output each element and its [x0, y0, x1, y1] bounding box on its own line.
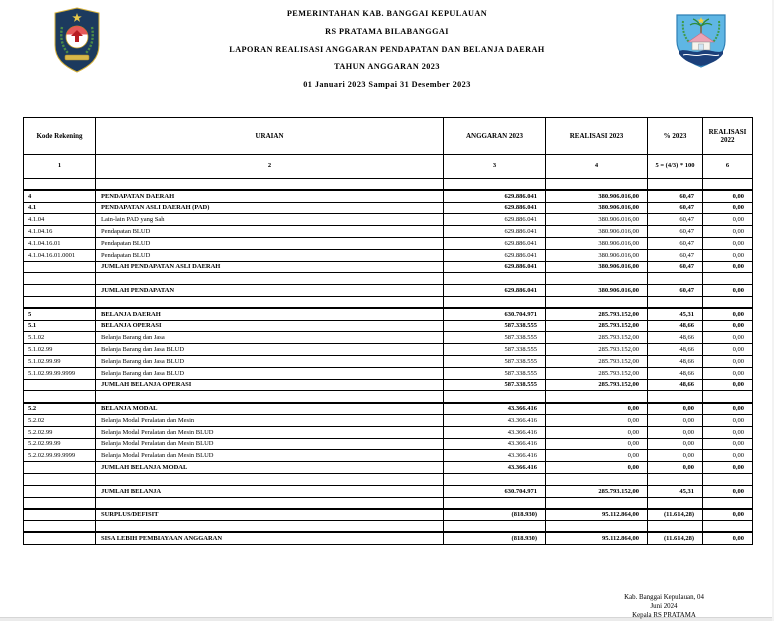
- cell-uraian: Belanja Barang dan Jasa BLUD: [96, 344, 444, 356]
- signature-date-line2: Juni 2024: [650, 602, 678, 610]
- cell-realisasi-2022: 0,00: [703, 237, 753, 249]
- cell-realisasi-2023: [546, 521, 648, 533]
- cell-pct-2023: 60,47: [648, 214, 703, 226]
- table-header: [24, 118, 753, 179]
- cell-kode-rekening: [24, 285, 96, 297]
- cell-pct-2023: 60,47: [648, 190, 703, 202]
- cell-realisasi-2023: 380.906.016,00: [546, 190, 648, 202]
- cell-anggaran-2023: [444, 273, 546, 285]
- cell-anggaran-2023: 43.366.416: [444, 450, 546, 462]
- cell-pct-2023: 48,66: [648, 320, 703, 332]
- cell-realisasi-2022: 0,00: [703, 450, 753, 462]
- cell-uraian: Lain-lain PAD yang Sah: [96, 214, 444, 226]
- cell-uraian: JUMLAH BELANJA: [96, 485, 444, 497]
- cell-uraian: SURPLUS/DEFISIT: [96, 509, 444, 521]
- cell-pct-2023: 45,31: [648, 308, 703, 320]
- cell-realisasi-2022: 0,00: [703, 414, 753, 426]
- cell-pct-2023: 60,47: [648, 249, 703, 261]
- cell-uraian: [96, 179, 444, 191]
- cell-realisasi-2023: 0,00: [546, 462, 648, 474]
- cell-anggaran-2023: 629.886.041: [444, 237, 546, 249]
- col-header-pct-2023: % 2023: [648, 118, 703, 155]
- table-row: [24, 249, 753, 261]
- cell-realisasi-2023: 0,00: [546, 450, 648, 462]
- cell-uraian: [96, 391, 444, 403]
- cell-kode-rekening: [24, 391, 96, 403]
- table-row: [24, 190, 753, 202]
- cell-uraian: JUMLAH BELANJA OPERASI: [96, 379, 444, 391]
- cell-realisasi-2023: 380.906.016,00: [546, 261, 648, 273]
- cell-anggaran-2023: 43.366.416: [444, 462, 546, 474]
- cell-realisasi-2022: 0,00: [703, 214, 753, 226]
- col-header-realisasi-2023: REALISASI 2023: [546, 118, 648, 155]
- cell-pct-2023: 48,66: [648, 355, 703, 367]
- cell-pct-2023: (11.614,28): [648, 509, 703, 521]
- col-number-6: 6: [703, 155, 753, 179]
- cell-kode-rekening: [24, 261, 96, 273]
- table-row: [24, 367, 753, 379]
- cell-kode-rekening: 5.2: [24, 403, 96, 415]
- cell-uraian: PENDAPATAN DAERAH: [96, 190, 444, 202]
- cell-realisasi-2022: 0,00: [703, 285, 753, 297]
- cell-kode-rekening: 5.1.02.99.99: [24, 355, 96, 367]
- cell-anggaran-2023: 629.886.041: [444, 226, 546, 238]
- table-row: [24, 226, 753, 238]
- cell-realisasi-2023: 285.793.152,00: [546, 344, 648, 356]
- cell-uraian: Pendapatan BLUD: [96, 249, 444, 261]
- cell-realisasi-2022: 0,00: [703, 426, 753, 438]
- cell-anggaran-2023: 630.704.971: [444, 308, 546, 320]
- signature-place-date: Kab. Banggai Kepulauan, 04: [624, 594, 704, 601]
- cell-anggaran-2023: 587.338.555: [444, 355, 546, 367]
- cell-anggaran-2023: 587.338.555: [444, 379, 546, 391]
- cell-anggaran-2023: 629.886.041: [444, 249, 546, 261]
- table-row: [24, 426, 753, 438]
- cell-realisasi-2023: 380.906.016,00: [546, 285, 648, 297]
- cell-anggaran-2023: 629.886.041: [444, 285, 546, 297]
- cell-realisasi-2023: 0,00: [546, 438, 648, 450]
- table-row: [24, 450, 753, 462]
- header-line-report-title: LAPORAN REALISASI ANGGARAN PENDAPATAN DAN BELANJA DAERAH: [229, 44, 545, 54]
- table-row: [24, 485, 753, 497]
- cell-pct-2023: 60,47: [648, 226, 703, 238]
- cell-realisasi-2023: 285.793.152,00: [546, 320, 648, 332]
- cell-anggaran-2023: [444, 521, 546, 533]
- table-row: [24, 285, 753, 297]
- cell-realisasi-2022: [703, 521, 753, 533]
- col-number-4: 4: [546, 155, 648, 179]
- cell-pct-2023: 0,00: [648, 426, 703, 438]
- cell-kode-rekening: 5.2.02.99.99.9999: [24, 450, 96, 462]
- cell-pct-2023: 48,66: [648, 367, 703, 379]
- table-row: [24, 403, 753, 415]
- cell-realisasi-2022: 0,00: [703, 202, 753, 214]
- cell-anggaran-2023: [444, 296, 546, 308]
- cell-anggaran-2023: (818.930): [444, 532, 546, 544]
- table-row-blank: [24, 521, 753, 533]
- report-table-body: [24, 179, 753, 545]
- cell-uraian: [96, 296, 444, 308]
- cell-pct-2023: [648, 179, 703, 191]
- cell-pct-2023: [648, 273, 703, 285]
- table-row: [24, 355, 753, 367]
- cell-uraian: Belanja Barang dan Jasa BLUD: [96, 367, 444, 379]
- table-row: [24, 261, 753, 273]
- cell-kode-rekening: 5.1.02.99: [24, 344, 96, 356]
- col-header-uraian: URAIAN: [96, 118, 444, 155]
- cell-kode-rekening: 5.2.02: [24, 414, 96, 426]
- cell-pct-2023: 48,66: [648, 379, 703, 391]
- cell-anggaran-2023: 587.338.555: [444, 367, 546, 379]
- cell-uraian: Pendapatan BLUD: [96, 237, 444, 249]
- cell-realisasi-2023: 95.112.864,00: [546, 509, 648, 521]
- cell-uraian: [96, 473, 444, 485]
- signature-block: [578, 594, 750, 620]
- cell-realisasi-2022: 0,00: [703, 403, 753, 415]
- cell-anggaran-2023: 43.366.416: [444, 403, 546, 415]
- table-row-blank: [24, 273, 753, 285]
- cell-pct-2023: [648, 296, 703, 308]
- cell-pct-2023: 48,66: [648, 344, 703, 356]
- cell-realisasi-2022: 0,00: [703, 532, 753, 544]
- table-row: [24, 414, 753, 426]
- cell-pct-2023: (11.614,28): [648, 532, 703, 544]
- cell-pct-2023: 0,00: [648, 414, 703, 426]
- cell-realisasi-2022: 0,00: [703, 344, 753, 356]
- table-row: [24, 214, 753, 226]
- table-header-number-row: [24, 155, 753, 179]
- cell-anggaran-2023: 629.886.041: [444, 261, 546, 273]
- cell-pct-2023: 60,47: [648, 285, 703, 297]
- cell-realisasi-2023: 0,00: [546, 414, 648, 426]
- cell-anggaran-2023: 587.338.555: [444, 320, 546, 332]
- cell-realisasi-2022: 0,00: [703, 226, 753, 238]
- cell-kode-rekening: [24, 179, 96, 191]
- cell-uraian: BELANJA DAERAH: [96, 308, 444, 320]
- table-row-blank: [24, 473, 753, 485]
- cell-pct-2023: 60,47: [648, 202, 703, 214]
- cell-uraian: Pendapatan BLUD: [96, 226, 444, 238]
- cell-realisasi-2023: 380.906.016,00: [546, 249, 648, 261]
- col-number-3: 3: [444, 155, 546, 179]
- cell-realisasi-2022: 0,00: [703, 438, 753, 450]
- table-row-blank: [24, 391, 753, 403]
- cell-kode-rekening: 4.1: [24, 202, 96, 214]
- cell-realisasi-2022: 0,00: [703, 320, 753, 332]
- col-number-2: 2: [96, 155, 444, 179]
- cell-pct-2023: 48,66: [648, 332, 703, 344]
- cell-realisasi-2023: 380.906.016,00: [546, 237, 648, 249]
- cell-pct-2023: 0,00: [648, 462, 703, 474]
- cell-kode-rekening: [24, 521, 96, 533]
- cell-uraian: Belanja Modal Peralatan dan Mesin BLUD: [96, 450, 444, 462]
- cell-pct-2023: 0,00: [648, 450, 703, 462]
- header-line-government: PEMERINTAHAN KAB. BANGGAI KEPULAUAN: [286, 9, 488, 18]
- cell-kode-rekening: 5.2.02.99.99: [24, 438, 96, 450]
- cell-kode-rekening: 5.1: [24, 320, 96, 332]
- cell-pct-2023: [648, 497, 703, 509]
- cell-anggaran-2023: (818.930): [444, 509, 546, 521]
- cell-kode-rekening: 4.1.04: [24, 214, 96, 226]
- cell-kode-rekening: [24, 296, 96, 308]
- cell-anggaran-2023: 587.338.555: [444, 332, 546, 344]
- table-row: [24, 308, 753, 320]
- cell-uraian: JUMLAH PENDAPATAN ASLI DAERAH: [96, 261, 444, 273]
- cell-realisasi-2022: 0,00: [703, 379, 753, 391]
- cell-anggaran-2023: [444, 497, 546, 509]
- cell-kode-rekening: 5: [24, 308, 96, 320]
- cell-pct-2023: [648, 391, 703, 403]
- cell-kode-rekening: 4: [24, 190, 96, 202]
- signature-title: Kepala RS PRATAMA: [632, 611, 696, 619]
- cell-pct-2023: 0,00: [648, 438, 703, 450]
- cell-realisasi-2023: 285.793.152,00: [546, 379, 648, 391]
- cell-anggaran-2023: 629.886.041: [444, 190, 546, 202]
- cell-kode-rekening: [24, 485, 96, 497]
- table-row: [24, 237, 753, 249]
- cell-kode-rekening: [24, 379, 96, 391]
- cell-realisasi-2022: 0,00: [703, 485, 753, 497]
- cell-realisasi-2023: 0,00: [546, 403, 648, 415]
- header-line-fiscal-year: TAHUN ANGGARAN 2023: [334, 62, 440, 72]
- table-row: [24, 332, 753, 344]
- cell-kode-rekening: 5.1.02.99.99.9999: [24, 367, 96, 379]
- col-header-realisasi-2022: REALISASI 2022: [703, 118, 753, 155]
- table-row-blank: [24, 179, 753, 191]
- cell-realisasi-2022: [703, 273, 753, 285]
- cell-realisasi-2022: [703, 296, 753, 308]
- cell-realisasi-2023: 285.793.152,00: [546, 332, 648, 344]
- report-header: [0, 5, 774, 94]
- cell-kode-rekening: [24, 473, 96, 485]
- cell-kode-rekening: [24, 509, 96, 521]
- cell-realisasi-2022: [703, 497, 753, 509]
- cell-anggaran-2023: [444, 473, 546, 485]
- cell-realisasi-2022: 0,00: [703, 261, 753, 273]
- col-header-kode-rekening: Kode Rekening: [24, 118, 96, 155]
- cell-realisasi-2023: 285.793.152,00: [546, 485, 648, 497]
- col-number-5-formula: 5 = (4/3) * 100: [648, 155, 703, 179]
- col-header-anggaran-2023: ANGGARAN 2023: [444, 118, 546, 155]
- table-row: [24, 438, 753, 450]
- cell-uraian: SISA LEBIH PEMBIAYAAN ANGGARAN: [96, 532, 444, 544]
- table-row: [24, 202, 753, 214]
- cell-realisasi-2023: 285.793.152,00: [546, 355, 648, 367]
- regency-crest-left-icon: [52, 7, 102, 78]
- cell-uraian: Belanja Modal Peralatan dan Mesin: [96, 414, 444, 426]
- cell-pct-2023: 0,00: [648, 403, 703, 415]
- cell-anggaran-2023: 629.886.041: [444, 202, 546, 214]
- table-row: [24, 532, 753, 544]
- cell-realisasi-2022: 0,00: [703, 190, 753, 202]
- cell-uraian: [96, 521, 444, 533]
- cell-kode-rekening: 4.1.04.16.01: [24, 237, 96, 249]
- banggai-kepulauan-crest-icon: [672, 11, 730, 73]
- cell-uraian: Belanja Modal Peralatan dan Mesin BLUD: [96, 438, 444, 450]
- cell-kode-rekening: [24, 273, 96, 285]
- cell-kode-rekening: [24, 497, 96, 509]
- table-row-blank: [24, 497, 753, 509]
- col-number-1: 1: [24, 155, 96, 179]
- cell-uraian: Belanja Modal Peralatan dan Mesin BLUD: [96, 426, 444, 438]
- table-row: [24, 462, 753, 474]
- cell-realisasi-2022: [703, 179, 753, 191]
- cell-realisasi-2023: 380.906.016,00: [546, 226, 648, 238]
- cell-uraian: Belanja Barang dan Jasa BLUD: [96, 355, 444, 367]
- table-row: [24, 509, 753, 521]
- cell-uraian: [96, 497, 444, 509]
- cell-realisasi-2023: [546, 296, 648, 308]
- cell-realisasi-2022: 0,00: [703, 249, 753, 261]
- cell-realisasi-2023: 95.112.864,00: [546, 532, 648, 544]
- cell-realisasi-2023: [546, 391, 648, 403]
- cell-realisasi-2022: [703, 391, 753, 403]
- cell-kode-rekening: [24, 462, 96, 474]
- cell-anggaran-2023: 43.366.416: [444, 414, 546, 426]
- header-line-hospital: RS PRATAMA BILABANGGAI: [325, 26, 449, 36]
- cell-realisasi-2023: [546, 473, 648, 485]
- cell-pct-2023: 60,47: [648, 261, 703, 273]
- cell-realisasi-2022: 0,00: [703, 509, 753, 521]
- cell-anggaran-2023: [444, 179, 546, 191]
- cell-pct-2023: 45,31: [648, 485, 703, 497]
- cell-kode-rekening: 5.1.02: [24, 332, 96, 344]
- table-row: [24, 344, 753, 356]
- cell-anggaran-2023: 629.886.041: [444, 214, 546, 226]
- cell-realisasi-2022: 0,00: [703, 367, 753, 379]
- cell-pct-2023: [648, 521, 703, 533]
- header-line-period: 01 Januari 2023 Sampai 31 Desember 2023: [303, 80, 471, 90]
- cell-anggaran-2023: 587.338.555: [444, 344, 546, 356]
- cell-realisasi-2023: 285.793.152,00: [546, 308, 648, 320]
- cell-kode-rekening: 4.1.04.16: [24, 226, 96, 238]
- cell-realisasi-2023: 380.906.016,00: [546, 214, 648, 226]
- cell-realisasi-2023: [546, 179, 648, 191]
- table-row: [24, 379, 753, 391]
- cell-anggaran-2023: 43.366.416: [444, 438, 546, 450]
- cell-anggaran-2023: [444, 391, 546, 403]
- cell-anggaran-2023: 43.366.416: [444, 426, 546, 438]
- cell-pct-2023: 60,47: [648, 237, 703, 249]
- cell-uraian: JUMLAH BELANJA MODAL: [96, 462, 444, 474]
- cell-uraian: BELANJA OPERASI: [96, 320, 444, 332]
- cell-realisasi-2023: [546, 497, 648, 509]
- table-header-row: [24, 118, 753, 155]
- table-row: [24, 320, 753, 332]
- cell-kode-rekening: 4.1.04.16.01.0001: [24, 249, 96, 261]
- cell-realisasi-2023: 285.793.152,00: [546, 367, 648, 379]
- cell-realisasi-2022: 0,00: [703, 462, 753, 474]
- cell-realisasi-2022: 0,00: [703, 332, 753, 344]
- cell-realisasi-2022: 0,00: [703, 308, 753, 320]
- budget-realization-table: [23, 117, 753, 545]
- cell-kode-rekening: [24, 532, 96, 544]
- cell-uraian: PENDAPATAN ASLI DAERAH (PAD): [96, 202, 444, 214]
- cell-uraian: Belanja Barang dan Jasa: [96, 332, 444, 344]
- cell-anggaran-2023: 630.704.971: [444, 485, 546, 497]
- table-row-blank: [24, 296, 753, 308]
- cell-uraian: BELANJA MODAL: [96, 403, 444, 415]
- cell-uraian: JUMLAH PENDAPATAN: [96, 285, 444, 297]
- cell-realisasi-2023: 0,00: [546, 426, 648, 438]
- cell-kode-rekening: 5.2.02.99: [24, 426, 96, 438]
- cell-realisasi-2023: [546, 273, 648, 285]
- cell-pct-2023: [648, 473, 703, 485]
- cell-realisasi-2022: 0,00: [703, 355, 753, 367]
- cell-realisasi-2023: 380.906.016,00: [546, 202, 648, 214]
- cell-uraian: [96, 273, 444, 285]
- cell-realisasi-2022: [703, 473, 753, 485]
